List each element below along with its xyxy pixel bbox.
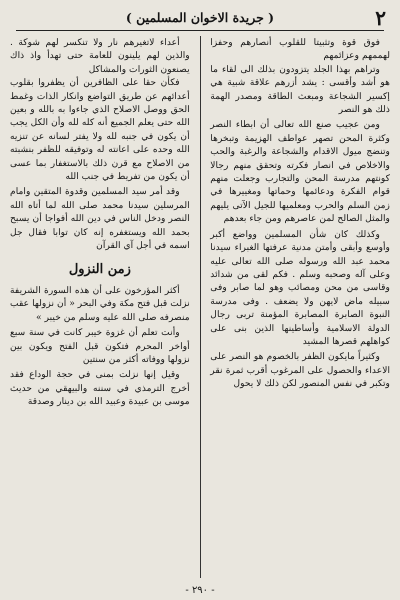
paragraph: وأنت تعلم أن غزوة خيبر كانت في سنة سبع أواخر المحرم فتكون قبل الفتح ويكون بين نزولها ووفاته أكثر من سنتين xyxy=(10,327,190,365)
paragraph: أعداء لاتغيرهم نار ولا تنكسر لهم شوكة . والذين لهم يلينون للعامة حتى تهدأ واذ ذاك يصنعون الثورات والمشاكل xyxy=(10,37,190,75)
paragraph: وقيل إنها نزلت بمنى في حجة الوداع فقد أخرج الترمذي في سننه والبيهقي من حديث موسى بن عبيدة وعبيد الله بن دينار وصدقة xyxy=(10,369,190,408)
left-column xyxy=(10,36,196,578)
page-number: ٢ xyxy=(375,6,386,30)
paragraph: فكأن حقا على الظافرين أن يظفروا بقلوب أعدائهم عن طريق التواضع وانكار الذات وغمط الحق ووصل الاصلاح الذي جاءوا به بالله و بعين الله حتى يعلم الجميع أنه كله لله وأن الكل يجب أن يكون في جنبه لله ولا يفتر لسانه عن تنزيه الله وحده على اعانته له وتوفيقه للظفر بنشبته من الاصلاح مع قرن ذلك بالاستغفار بما عسى أن يكون من تفريط في جنب الله xyxy=(10,77,190,183)
article-columns xyxy=(10,36,390,578)
page-header xyxy=(10,6,390,32)
journal-title: ( جريدة الاخوان المسلمين ) xyxy=(125,10,275,25)
paragraph: وكذلك كان شأن المسلمين وواضع أكبر وأوسع وأبقى وأمتن مدنية عرفتها الغبراء سيدنا محمد عبد الله ورسوله صلى الله تعالى عليه وعلى آله وصحبه وسلم . فكم لقى من شدائد وقاسى من محن ومصائب وهو لما صابر وفى سبيله ماض لايهن ولا يضعف . وفى مدرسة النبوة الصابرة المصابرة المؤمنة تربى رجال الدولة الاسلامية وأساطينها الذين بنى على كواهلهم قصرها المشيد xyxy=(210,228,390,347)
paragraph: ومن عجيب صنع الله تعالى أن ابطاء النصر وكثرة المحن تصهر عواطف الهزيمة وتبخرها وتنضج ميول الاقدام والشجاعة والرغبة والحب والاخلاص في انصار فكرته وتحقق منهم رجالا كونتهم مدرسة المحن والتجارب وجعلت منهم قوام الفكرة ودعائمها وحماتها ومغييرها في زمن السلم والحرب ومعلميها للجيل الآتى يليهم والمثل الصالح لمن عاصرهم ومن جاء بعدهم xyxy=(210,119,390,225)
column-divider xyxy=(200,36,201,578)
paragraph: وتراهم بهذا الجلد يتزودون بذلك الى لقاء ما هو أشد وأقسى : يشد أزرهم علاقة شبية هي إكسير الشجاعة ومبعث الطاقة ومصدر الهمة ذلك هو النصر xyxy=(210,63,390,116)
header-rule xyxy=(16,30,384,31)
page-footer-number: - ٢٩٠ - xyxy=(185,585,215,596)
paragraph: وكثيراً مايكون الظفر بالخصوم هو النصر على الاعداء والحصول على المرغوب أقرب ثمرة نقر وتكبر في نفس المنصور لكن ذلك لا يحول xyxy=(210,351,390,390)
paragraph: فوق قوة وتثبيتا للقلوب أنصارهم وحفزا لهممهم وعزائمهم xyxy=(210,37,390,62)
right-column xyxy=(204,36,390,578)
paragraph: أكثر المؤرخون على أن هذه السورة الشريفة نزلت قبل فتح مكة وفي البحر « أن نزولها عقب منصرفه صلى الله عليه وسلم من خيبر » xyxy=(10,284,190,323)
section-title: زمن النزول xyxy=(68,261,131,277)
paragraph: وقد أمر سيد المسلمين وقدوة المتقين وامام المرسلين سيدنا محمد صلى الله لما أتاه الله النصر ودخل الناس في دين الله أفواجا أن يسبح بحمد الله ويستغفره إنه كان توابا فقال جل اسمه في أجل آي القرآن xyxy=(10,186,190,252)
